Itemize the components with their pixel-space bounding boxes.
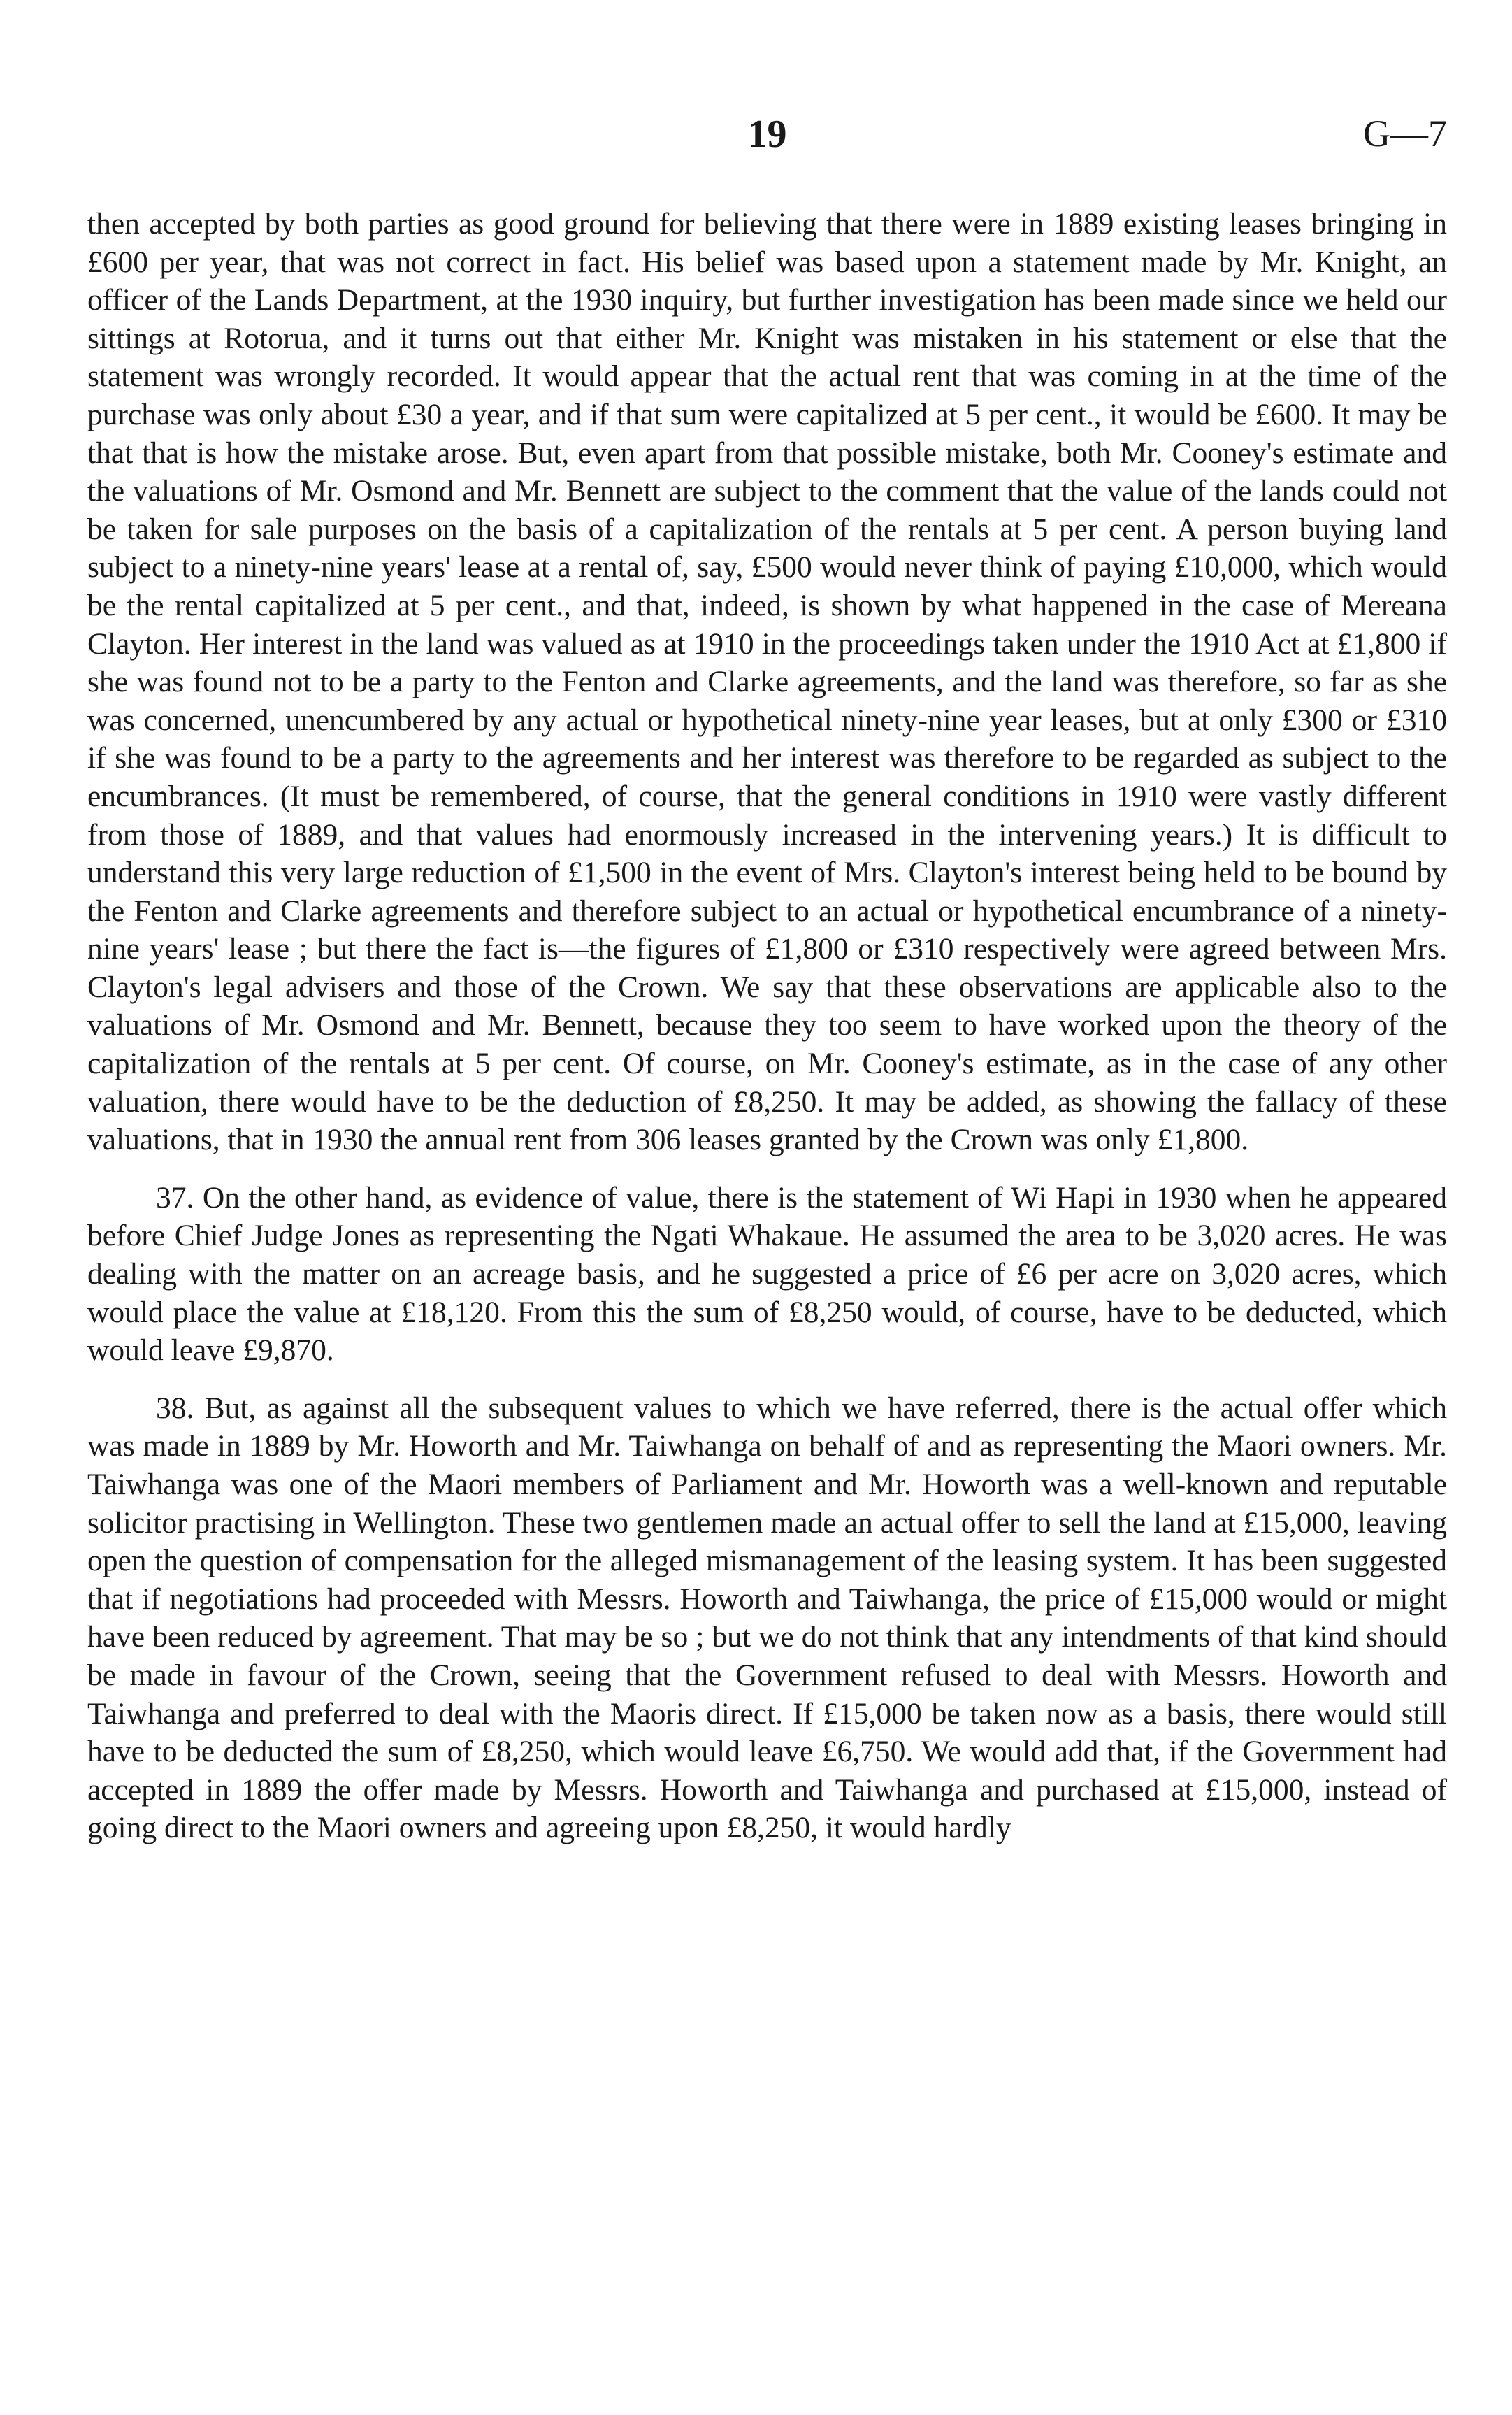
page-header: [87, 112, 1447, 161]
paragraph-37: 37. On the other hand, as evidence of value, there is the statement of Wi Hapi in 1930 when he appeared before Chief Judge Jones as representing the Ngati Whakaue. He assumed the area to be 3,020 acres. He was dealing with the matter on an acreage basis, and he suggested a price of £6 per acre on 3,020 acres, which would place the value at £18,120. From this the sum of £8,250 would, of course, have to be deducted, which would leave £9,870.: [87, 1180, 1447, 1368]
document-reference: G—7: [1363, 113, 1447, 155]
paragraph-continued: then accepted by both parties as good ground for believing that there were in 1889 existing leases bringing in £600 per year, that was not correct in fact. His belief was based upon a statement made by Mr. Knight, an officer of the Lands Department, at the 1930 inquiry, but further investigation has been made since we held our sittings at Rotorua, and it turns out that either Mr. Knight was mistaken in his statement or else that the statement was wrongly recorded. It would appear that the actual rent that was coming in at the time of the purchase was only about £30 a year, and if that sum were capitalized at 5 per cent., it would be £600. It may be that that is how the mistake arose. But, even apart from that possible mistake, both Mr. Cooney's estimate and the valuations of Mr. Osmond and Mr. Bennett are subject to the comment that the value of the lands could not be taken for sale purposes on the basis of a capitalization of the rentals at 5 per cent. A person buying land subject to a ninety-nine years' lease at a rental of, say, £500 would never think of paying £10,000, which would be the rental capitalized at 5 per cent., and that, indeed, is shown by what happened in the case of Mereana Clayton. Her interest in the land was valued as at 1910 in the proceedings taken under the 1910 Act at £1,800 if she was found not to be a party to the Fenton and Clarke agreements, and the land was therefore, so far as she was concerned, unencumbered by any actual or hypothetical ninety-nine year leases, but at only £300 or £310 if she was found to be a party to the agreements and her interest was therefore to be regarded as subject to the encumbrances. (It must be remembered, of course, that the general conditions in 1910 were vastly different from those of 1889, and that values had enormously increased in the intervening years.) It is difficult to understand this very large reduction of £1,500 in the event of Mrs. Clayton's interest being held to be bound by the Fenton and Clarke agreements and therefore subject to an actual or hypothetical encumbrance of a ninety-nine years' lease ; but there the fact is—the figures of £1,800 or £310 respectively were agreed between Mrs. Clayton's legal advisers and those of the Crown. We say that these observations are applicable also to the valuations of Mr. Osmond and Mr. Bennett, because they too seem to have worked upon the theory of the capitalization of the rentals at 5 per cent. Of course, on Mr. Cooney's estimate, as in the case of any other valuation, there would have to be the deduction of £8,250. It may be added, as showing the fallacy of these valuations, that in 1930 the annual rent from 306 leases granted by the Crown was only £1,800.: [87, 207, 1447, 1157]
body-text: [87, 205, 1447, 1847]
paragraph-38: 38. But, as against all the subsequent values to which we have referred, there is the actual offer which was made in 1889 by Mr. Howorth and Mr. Taiwhanga on behalf of and as representing the Maori owners. Mr. Taiwhanga was one of the Maori members of Parliament and Mr. Howorth was a well-known and reputable solicitor practising in Wellington. These two gentlemen made an actual offer to sell the land at £15,000, leaving open the question of compensation for the alleged mismanagement of the leasing system. It has been suggested that if negotiations had proceeded with Messrs. Howorth and Taiwhanga, the price of £15,000 would or might have been reduced by agreement. That may be so ; but we do not think that any intendments of that kind should be made in favour of the Crown, seeing that the Government refused to deal with Messrs. Howorth and Taiwhanga and preferred to deal with the Maoris direct. If £15,000 be taken now as a basis, there would still have to be deducted the sum of £8,250, which would leave £6,750. We would add that, if the Government had accepted in 1889 the offer made by Messrs. Howorth and Taiwhanga and purchased at £15,000, instead of going direct to the Maori owners and agreeing upon £8,250, it would hardly: [87, 1391, 1447, 1845]
page-number: 19: [747, 113, 787, 156]
